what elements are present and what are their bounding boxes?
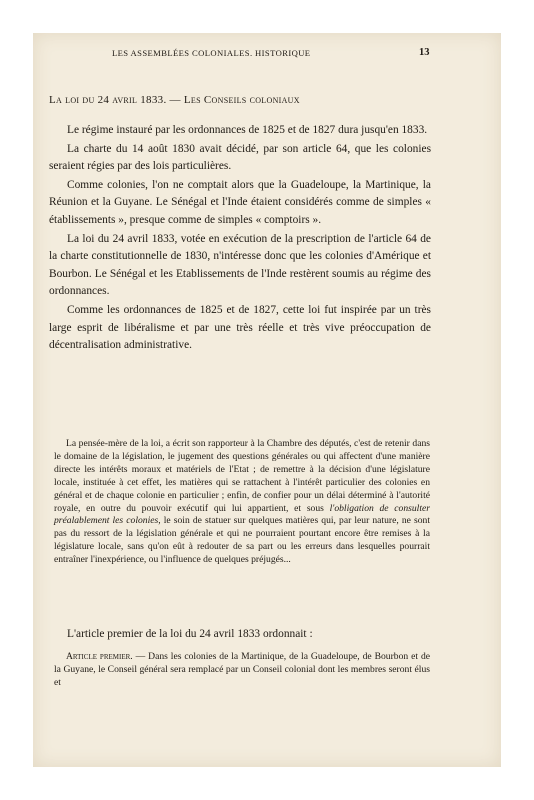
quote-text-start: La pensée-mère de la loi, a écrit son rapporteur à la Chambre des députés, c'est de retenir dans le domaine de la législation, le jugement des questions générales ou qui affectent d'une manière directe les intérêts moraux et matériels de l'Etat ; de remettre à la décision d'une législature locale, instituée à cet effet, les matières qui se rattachent à l'intérêt particulier des colonies en général et de chaque colonie en particulier ; enfin, de confier pour un délai déterminé à l'autorité royale, en outre du pouvoir exécutif qui lui appartient, et sous xyxy=(54,438,430,514)
article-label: Article premier. xyxy=(66,651,133,662)
article-dash: — xyxy=(132,651,149,662)
paragraph: Le régime instauré par les ordonnances de 1825 et de 1827 dura jusqu'en 1833. xyxy=(67,124,428,136)
section-title-date: La loi du 24 avril 1833. xyxy=(49,94,167,106)
section-title xyxy=(49,94,429,106)
article-body: Dans les colonies de la Martinique, de la Guadeloupe, de Bourbon et de la Guyane, le Conseil général sera remplacé par un Conseil colonial dont les membres seront élus et xyxy=(54,651,431,688)
quote-paragraph xyxy=(54,438,430,567)
quote-emphasis: l'obligation de consulter préalablement les colonies, xyxy=(54,502,431,527)
quote-text-end: le soin de statuer sur quelques matières qui, par leur nature, ne sont pas du ressort de la législation générale et qui ne pourraient pourtant encore être remises à la législature locale, sans qu'on eût à redouter de sa part ou les erreurs dans lesquelles pourrait entraîner l'inexpérience, ou l'influence de quelques préjugés... xyxy=(54,515,430,566)
paragraph: Comme colonies, l'on ne comptait alors que la Guadeloupe, la Martinique, la Réunion et la Guyane. Le Sénégal et l'Inde étaient considérés comme de simples « établissements », presque comme de simples « comptoirs ». xyxy=(49,178,431,226)
article-intro xyxy=(49,626,431,643)
article-paragraph xyxy=(54,651,430,690)
paragraph: La loi du 24 avril 1833, votée en exécution de la prescription de l'article 64 de la charte constitutionnelle de 1830, n'intéresse donc que les colonies d'Amérique et Bourbon. Le Sénégal et les Etablissements de l'Inde restèrent soumis au régime des ordonnances. xyxy=(49,232,431,298)
page-number: 13 xyxy=(419,47,430,58)
section-title-dash: — xyxy=(166,94,184,106)
article-text xyxy=(54,651,430,690)
section-title-subject: Les Conseils coloniaux xyxy=(183,94,300,106)
paragraph: Comme les ordonnances de 1825 et de 1827, cette loi fut inspirée par un très large esprit de libéralisme et par une très réelle et très vive préoccupation de décentralisation administrative. xyxy=(49,303,431,352)
body-text xyxy=(49,122,431,356)
paragraph: La charte du 14 août 1830 avait décidé, par son article 64, que les colonies seraient régies par des lois particulières. xyxy=(49,142,431,173)
article-intro-text: L'article premier de la loi du 24 avril 1833 ordonnait : xyxy=(67,628,313,640)
running-head: LES ASSEMBLÉES COLONIALES. HISTORIQUE xyxy=(112,48,311,58)
block-quote xyxy=(54,438,430,567)
